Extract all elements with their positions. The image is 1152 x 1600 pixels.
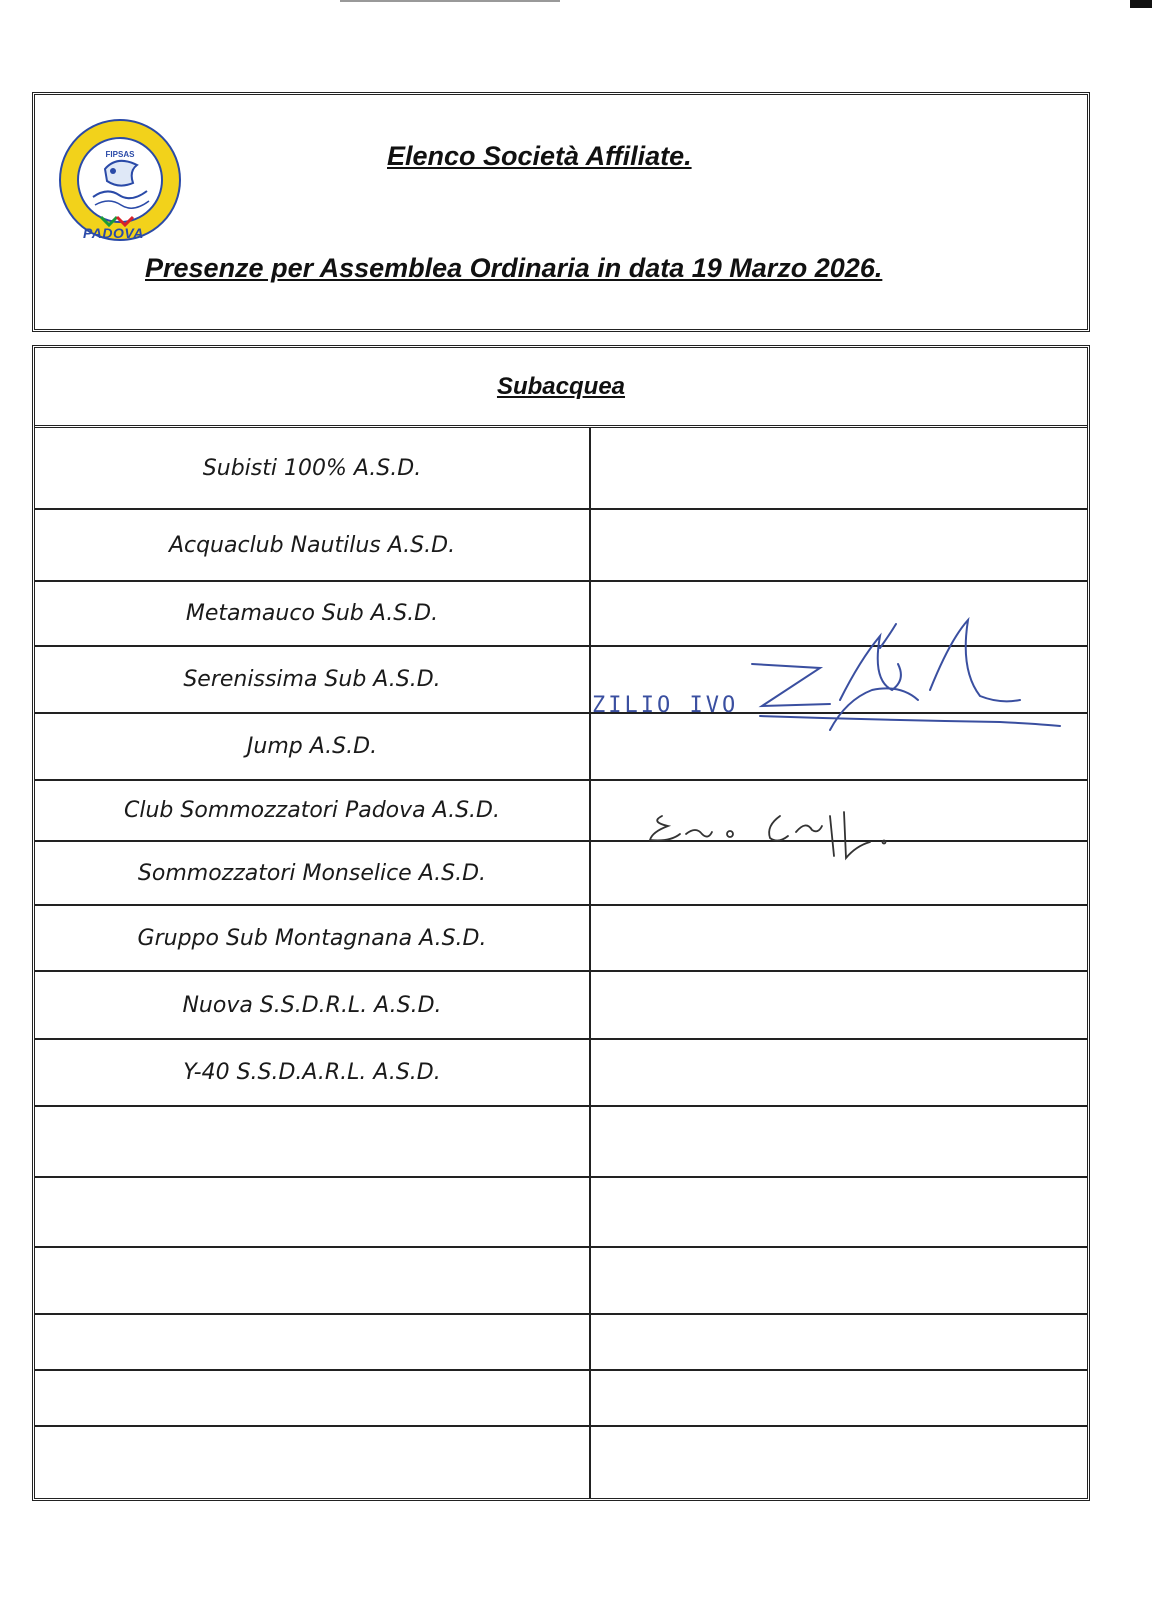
table-row: [35, 647, 1087, 714]
scan-corner-mark: [1130, 0, 1152, 8]
signature-cell[interactable]: [591, 647, 1087, 712]
table-row: [35, 842, 1087, 906]
table-row: [35, 1315, 1087, 1371]
logo-city: PADOVA: [83, 225, 144, 241]
table-row: [35, 510, 1087, 582]
table-row: [35, 582, 1087, 647]
logo-center-text: FIPSAS: [105, 150, 135, 159]
signature-cell[interactable]: [591, 510, 1087, 580]
section-title: Subacquea: [35, 348, 1087, 428]
club-name: [35, 1107, 591, 1176]
club-name: Subisti 100% A.S.D.: [35, 428, 591, 508]
signature-cell[interactable]: [591, 906, 1087, 970]
club-name: [35, 1427, 591, 1498]
table-row: [35, 906, 1087, 972]
signature-cell[interactable]: [591, 972, 1087, 1038]
table-row: [35, 1040, 1087, 1107]
signature-cell[interactable]: [591, 1107, 1087, 1176]
table-row: [35, 714, 1087, 781]
table-row: [35, 1178, 1087, 1248]
club-name: Serenissima Sub A.S.D.: [35, 647, 591, 712]
club-name: Metamauco Sub A.S.D.: [35, 582, 591, 645]
table-row: [35, 428, 1087, 510]
scan-line: [340, 0, 560, 2]
club-name: [35, 1178, 591, 1246]
club-name: Club Sommozzatori Padova A.S.D.: [35, 781, 591, 840]
table-row: [35, 781, 1087, 842]
attendance-table: [32, 345, 1090, 1501]
signature-cell[interactable]: [591, 1427, 1087, 1498]
club-name: Sommozzatori Monselice A.S.D.: [35, 842, 591, 904]
signature-cell[interactable]: [591, 781, 1087, 840]
club-name: Nuova S.S.D.R.L. A.S.D.: [35, 972, 591, 1038]
table-row: [35, 1248, 1087, 1315]
club-name: Y-40 S.S.D.A.R.L. A.S.D.: [35, 1040, 591, 1105]
signature-cell[interactable]: [591, 1315, 1087, 1369]
club-name: [35, 1371, 591, 1425]
club-name: Jump A.S.D.: [35, 714, 591, 779]
signature-cell[interactable]: [591, 842, 1087, 904]
table-row: [35, 1371, 1087, 1427]
club-name: [35, 1248, 591, 1313]
signature-cell[interactable]: [591, 1040, 1087, 1105]
document-subtitle: Presenze per Assemblea Ordinaria in data 19 Marzo 2026.: [145, 253, 883, 283]
table-row: [35, 972, 1087, 1040]
table-row: [35, 1427, 1087, 1498]
header-box: [32, 92, 1090, 332]
signature-cell[interactable]: [591, 428, 1087, 508]
signature-cell[interactable]: [591, 582, 1087, 645]
signature-cell[interactable]: [591, 714, 1087, 779]
signature-cell[interactable]: [591, 1178, 1087, 1246]
document-title: Elenco Società Affiliate.: [387, 141, 692, 171]
club-name: Gruppo Sub Montagnana A.S.D.: [35, 906, 591, 970]
signature-printed-name: ZILIO IVO: [592, 693, 739, 718]
signature-cell[interactable]: [591, 1248, 1087, 1313]
club-name: Acquaclub Nautilus A.S.D.: [35, 510, 591, 580]
table-row: [35, 1107, 1087, 1178]
club-name: [35, 1315, 591, 1369]
signature-cell[interactable]: [591, 1371, 1087, 1425]
